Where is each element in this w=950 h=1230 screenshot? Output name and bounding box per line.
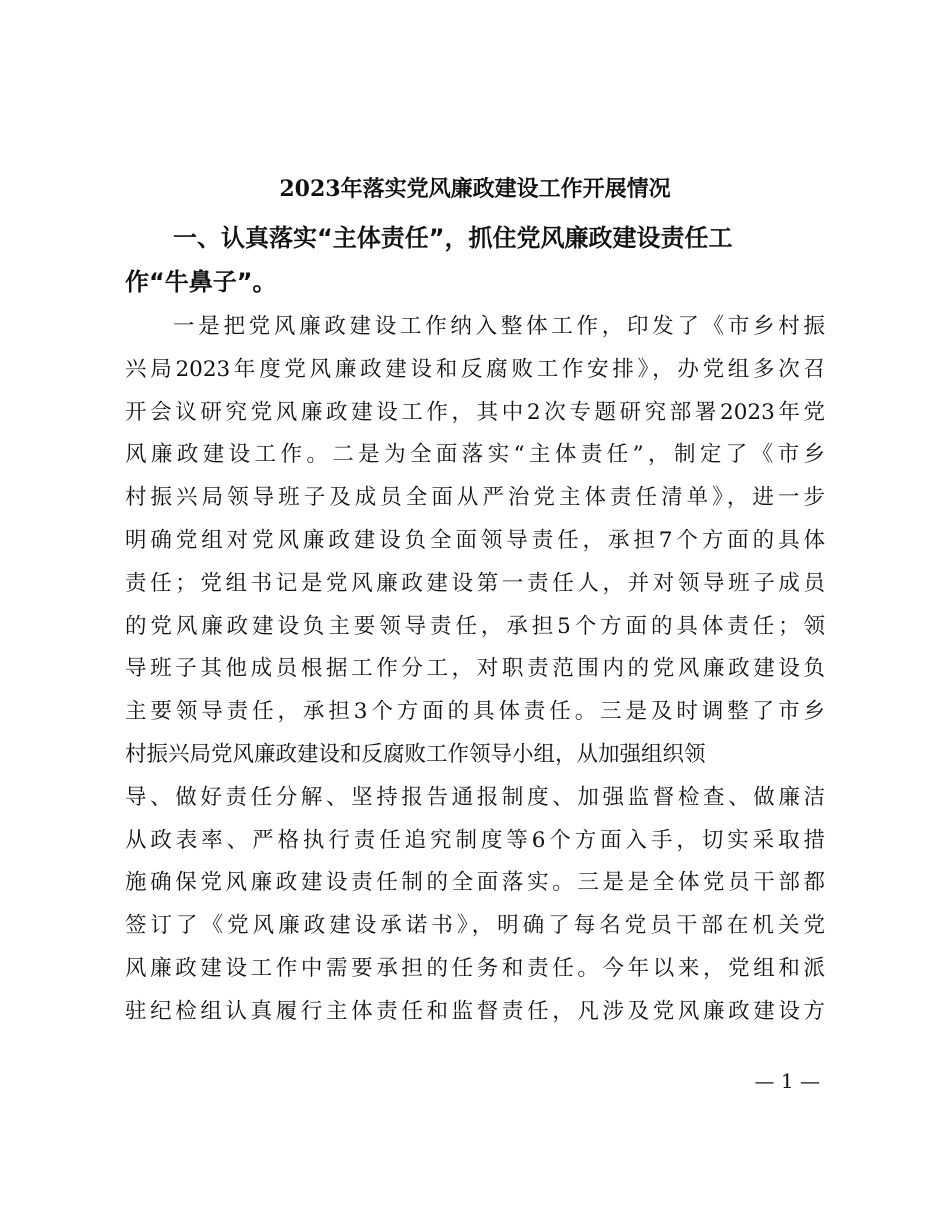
page-number: — 1 — (754, 1069, 820, 1093)
body-line: 签订了《党风廉政建设承诺书》，明确了每名党员干部在机关党 (125, 913, 825, 939)
body-line: 兴局2023年度党风廉政建设和反腐败工作安排》，办党组多次召 (125, 356, 825, 382)
body-line: 一是把党风廉政建设工作纳入整体工作，印发了《市乡村振 (173, 314, 825, 339)
body-line: 村振兴局领导班子及成员全面从严治党主体责任清单》，进一步 (125, 485, 825, 511)
body-line: 责任；党组书记是党风廉政建设第一责任人，并对领导班子成员 (125, 570, 825, 596)
section-heading (125, 216, 825, 304)
body-line: 明确党组对党风廉政建设负全面领导责任，承担7个方面的具体 (125, 527, 825, 553)
document-title: 2023年落实党风廉政建设工作开展情况 (279, 176, 671, 202)
body-paragraph (125, 306, 825, 1034)
section-heading-line-2: 作“牛鼻子”。 (125, 268, 277, 296)
body-line: 主要领导责任，承担3个方面的具体责任。三是及时调整了市乡 (125, 699, 825, 725)
section-heading-line-1: 一、认真落实“主体责任”，抓住党风廉政建设责任工 (173, 224, 733, 252)
body-line: 村振兴局党风廉政建设和反腐败工作领导小组，从加强组织领 (125, 741, 706, 767)
body-line: 的党风廉政建设负主要领导责任，承担5个方面的具体责任；领 (125, 613, 825, 639)
body-line: 施确保党风廉政建设责任制的全面落实。三是是全体党员干部都 (125, 870, 825, 896)
body-line: 开会议研究党风廉政建设工作，其中2次专题研究部署2023年党 (125, 399, 825, 425)
body-line: 风廉政建设工作。二是为全面落实“主体责任”，制定了《市乡 (125, 442, 825, 468)
body-line: 风廉政建设工作中需要承担的任务和责任。今年以来，党组和派 (125, 955, 825, 981)
body-line: 导班子其他成员根据工作分工，对职责范围内的党风廉政建设负 (125, 656, 825, 682)
body-line: 从政表率、严格执行责任追究制度等6个方面入手，切实采取措 (125, 827, 825, 853)
body-line: 驻纪检组认真履行主体责任和监督责任，凡涉及党风廉政建设方 (125, 998, 825, 1024)
body-line: 导、做好责任分解、坚持报告通报制度、加强监督检查、做廉洁 (125, 784, 825, 810)
